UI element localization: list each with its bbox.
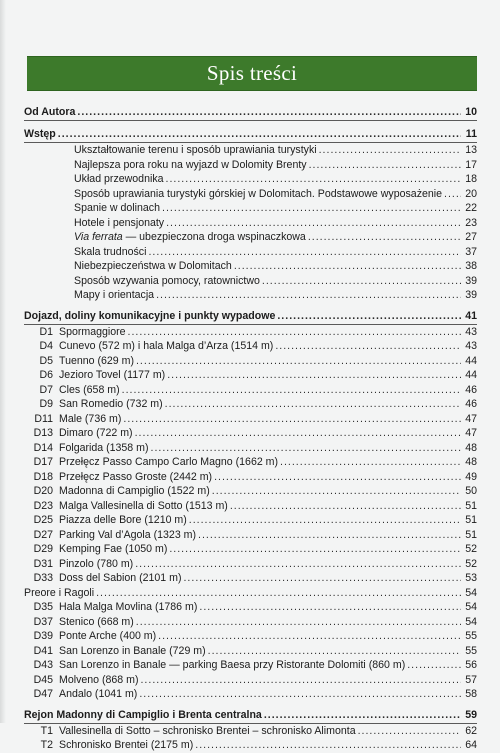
dot-leader	[140, 673, 461, 688]
dot-leader	[139, 687, 461, 702]
toc-section-row[interactable]	[24, 104, 477, 121]
page-edge-shadow	[0, 0, 6, 723]
toc-entry-code: D23	[33, 499, 53, 512]
toc-entry-title: San Lorenzo in Banale — parking Baesa przy Ristorante Dolomiti (860 m)	[59, 659, 406, 671]
toc-entry-title: Cunevo (572 m) i hala Malga d’Arza (1514 m)	[59, 340, 274, 352]
toc-entry-code: D5	[39, 354, 53, 367]
toc-page-number: 47	[465, 427, 477, 439]
toc-entry-code: D31	[33, 557, 53, 570]
toc-entry-row[interactable]	[24, 230, 477, 245]
toc-entry-row[interactable]	[24, 615, 477, 630]
toc-page-number: 46	[465, 383, 477, 396]
toc-entry-row[interactable]	[24, 201, 477, 216]
toc-entry-title: San Lorenzo in Banale (729 m)	[59, 644, 206, 657]
toc-page-number: 18	[465, 173, 477, 185]
dot-leader	[123, 412, 461, 427]
dot-leader	[234, 259, 461, 274]
toc-entry-title: Mapy i orientacja	[74, 289, 155, 301]
toc-entry-title: Najlepsza pora roku na wyjazd w Dolomity Brenty	[74, 158, 307, 171]
toc-entry-row[interactable]	[24, 354, 477, 369]
dot-leader	[308, 230, 461, 245]
toc-entry-row[interactable]	[24, 629, 477, 644]
toc-page-number: 53	[465, 572, 477, 584]
toc-page-number: 17	[465, 158, 477, 171]
toc-page-number: 11	[465, 128, 477, 140]
toc-entry-title: San Romedio (732 m)	[59, 398, 163, 410]
toc-entry-title: Andalo (1041 m)	[59, 688, 138, 700]
dot-leader	[135, 426, 461, 441]
toc-entry-code: T1	[40, 724, 53, 737]
toc-entry-code: D1	[39, 325, 53, 338]
dot-leader	[277, 308, 461, 324]
toc-entry-title: Niebezpieczeństwa w Dolomitach	[74, 260, 232, 272]
toc-entry-row[interactable]	[24, 738, 477, 753]
toc-entry-title: Vallesinella di Sotto – schronisko Brentei – schronisko Alimonta	[59, 724, 356, 737]
toc-entry-title: Madonna di Campiglio (1522 m)	[59, 485, 210, 497]
toc-page-number: 51	[465, 528, 477, 541]
toc-page-number: 55	[465, 630, 477, 642]
toc-page-number: 51	[465, 499, 477, 512]
toc-entry-row[interactable]	[24, 368, 477, 383]
toc-page-number: 10	[465, 106, 477, 118]
toc-page-number: 49	[465, 470, 477, 483]
toc-entry-code: D13	[33, 427, 53, 439]
toc-entry-row[interactable]	[24, 158, 477, 173]
toc-entry-code: D14	[33, 441, 53, 454]
toc-entry-title: Stenico (668 m)	[59, 615, 134, 628]
toc-entry-title: Dojazd, doliny komunikacyjne i punkty wypadowe	[24, 309, 276, 322]
toc-entry-title: Układ przewodnika	[74, 173, 164, 185]
toc-entry-row[interactable]	[24, 426, 477, 441]
toc-entry-title: Hotele i pensjonaty	[74, 216, 165, 229]
toc-entry-title: Rejon Madonny di Campiglio i Brenta centralna	[24, 708, 262, 721]
toc-page-number: 43	[465, 325, 477, 338]
toc-entry-code: D18	[33, 470, 53, 483]
toc-page-number: 46	[465, 398, 477, 410]
toc-entry-row[interactable]	[24, 143, 477, 158]
toc-page-number: 48	[465, 441, 477, 454]
toc-page-number: 23	[465, 216, 477, 229]
toc-section-row[interactable]	[24, 126, 477, 143]
toc-page-number: 62	[465, 724, 477, 737]
toc-entry-code: D33	[33, 572, 53, 584]
toc-entry-code: D29	[33, 543, 53, 555]
dot-leader	[169, 542, 461, 557]
toc-entry-code: D43	[33, 659, 53, 671]
toc-entry-row[interactable]	[24, 259, 477, 274]
dot-leader	[198, 528, 461, 543]
toc-page-number: 39	[465, 274, 477, 287]
toc-section-row[interactable]	[24, 308, 477, 325]
toc-entry-row[interactable]	[24, 673, 477, 688]
toc-section-row[interactable]	[24, 707, 477, 724]
dot-leader	[77, 104, 461, 120]
dot-leader	[444, 187, 461, 202]
toc-entry-row[interactable]	[24, 412, 477, 427]
toc-entry-row[interactable]	[24, 441, 477, 456]
toc-page-number: 52	[465, 557, 477, 570]
toc-entry-code: D39	[33, 630, 53, 642]
toc-page-number: 47	[465, 412, 477, 425]
dot-leader	[148, 245, 461, 260]
dot-leader	[167, 368, 461, 383]
dot-leader	[165, 397, 461, 412]
dot-leader	[264, 707, 461, 723]
toc-page-number: 56	[465, 659, 477, 671]
dot-leader	[166, 172, 461, 187]
toc-entry-row[interactable]	[24, 724, 477, 739]
dot-leader	[212, 484, 461, 499]
toc-entry-code: D9	[39, 398, 53, 410]
toc-page-number: 13	[465, 144, 477, 156]
dot-leader	[199, 600, 461, 615]
toc-page-number: 43	[465, 340, 477, 352]
dot-leader	[195, 738, 461, 753]
toc-page-number: 57	[465, 673, 477, 686]
toc-entry-code: D4	[39, 340, 53, 352]
toc-page-number: 48	[465, 456, 477, 468]
dot-leader	[122, 383, 461, 398]
toc-entry-title: Ponte Arche (400 m)	[59, 630, 157, 642]
toc-entry-row[interactable]	[24, 513, 477, 528]
toc-entry-title: Spanie w dolinach	[74, 202, 160, 214]
toc-entry-title: Sposób uprawiania turystyki górskiej w Dolomitach. Podstawowe wyposażenie	[74, 187, 443, 200]
toc-entry-code: D11	[34, 412, 53, 425]
toc-entry-row[interactable]	[24, 288, 477, 303]
toc-entry-title: Spormaggiore	[59, 325, 126, 338]
toc-entry-row[interactable]	[24, 187, 477, 202]
toc-entry-code: D7	[39, 383, 53, 396]
toc-entry-title: Tuenno (629 m)	[59, 354, 134, 367]
toc-page-number: 27	[465, 231, 477, 243]
toc-entry-code: D27	[33, 528, 53, 541]
toc-entry-row[interactable]	[24, 499, 477, 514]
toc-entry-title: Doss del Sabion (2101 m)	[59, 572, 182, 584]
dot-leader	[208, 644, 461, 659]
toc-page-number: 59	[465, 708, 477, 721]
toc-page-number: 54	[465, 615, 477, 628]
toc-entry-title: Parking Val d’Agola (1323 m)	[59, 528, 197, 541]
toc-page-number: 38	[465, 260, 477, 272]
toc-page-number: 20	[465, 187, 477, 200]
dot-leader	[128, 325, 461, 340]
toc-entry-row[interactable]	[24, 687, 477, 702]
toc-entry-row[interactable]	[24, 542, 477, 557]
toc-entry-code: D20	[33, 485, 53, 497]
toc-entry-title-rest: — ubezpieczona droga wspinaczkowa	[122, 231, 306, 243]
toc-entry-title: Schronisko Brentei (2175 m)	[59, 739, 194, 751]
toc-entry-title: Przełęcz Passo Campo Carlo Magno (1662 m)	[59, 456, 279, 468]
toc-entry-title: Od Autora	[24, 106, 76, 118]
dot-leader	[262, 274, 461, 289]
toc-entry-title: Skala trudności	[74, 245, 147, 258]
dot-leader	[136, 615, 461, 630]
dot-leader	[189, 513, 461, 528]
toc-entry-title-italic: Via ferrata	[74, 231, 123, 243]
toc-entry-title: Jezioro Tovel (1177 m)	[59, 369, 166, 381]
dot-leader	[166, 216, 461, 231]
toc-page-number: 64	[465, 739, 477, 751]
toc-entry-code: D41	[33, 644, 53, 657]
dot-leader	[58, 126, 461, 142]
toc-entry-title: Male (736 m)	[59, 412, 122, 425]
toc-page-number: 39	[465, 289, 477, 301]
toc-entry-code: D47	[33, 688, 53, 700]
toc-entry-row[interactable]	[24, 172, 477, 187]
toc-page-number: 54	[465, 586, 477, 599]
toc-entry-code: T2	[40, 739, 53, 751]
toc-page-number: 50	[465, 485, 477, 497]
toc-entry-title: Preore i Ragoli	[24, 586, 95, 599]
toc-entry-title: Wstęp	[24, 128, 56, 140]
toc-entry-row[interactable]	[24, 339, 477, 354]
dot-leader	[230, 499, 461, 514]
toc-entry-title: Sposób wzywania pomocy, ratownictwo	[74, 274, 260, 287]
dot-leader	[151, 441, 462, 456]
dot-leader	[280, 455, 461, 470]
toc-page-number: 37	[465, 245, 477, 258]
toc-entry-row[interactable]	[24, 325, 477, 340]
toc-entry-title: Ukształtowanie terenu i sposób uprawiania turystyki	[74, 144, 317, 156]
toc-entry-title: Przełęcz Passo Groste (2442 m)	[59, 470, 213, 483]
toc-entry-code: D45	[33, 673, 53, 686]
toc-entry-code: D25	[33, 514, 53, 526]
dot-leader	[135, 557, 461, 572]
dot-leader	[162, 201, 461, 216]
toc-entry-code: D6	[39, 369, 53, 381]
toc-entry-title: Piazza delle Bore (1210 m)	[59, 514, 187, 526]
toc-banner	[27, 56, 477, 91]
toc-entry-row[interactable]	[24, 470, 477, 485]
page-title: Spis treści	[206, 61, 298, 85]
toc-entry-row[interactable]	[24, 274, 477, 289]
toc-entry-row[interactable]	[24, 557, 477, 572]
toc-entry-title	[74, 230, 306, 245]
toc-page-number: 52	[465, 543, 477, 555]
toc-page-number: 41	[465, 309, 477, 322]
toc-page-number: 44	[465, 369, 477, 381]
toc-entry-row[interactable]	[24, 571, 477, 586]
dot-leader	[309, 158, 461, 173]
toc-entry-code: D17	[33, 456, 53, 468]
toc-entry-row[interactable]	[24, 455, 477, 470]
toc-entry-title: Malga Vallesinella di Sotto (1513 m)	[59, 499, 228, 512]
toc-entry-row[interactable]	[24, 397, 477, 412]
toc-page-number: 55	[465, 644, 477, 657]
toc-page-number: 58	[465, 688, 477, 700]
toc-entry-title: Pinzolo (780 m)	[59, 557, 134, 570]
toc-entry-title: Dimaro (722 m)	[59, 427, 133, 439]
toc-entry-title: Kemping Fae (1050 m)	[59, 543, 168, 555]
toc-entry-row[interactable]	[24, 600, 477, 615]
dot-leader	[275, 339, 461, 354]
toc-entry-row[interactable]	[24, 216, 477, 231]
dot-leader	[214, 470, 461, 485]
dot-leader	[358, 724, 461, 739]
toc-entry-row[interactable]	[24, 586, 477, 601]
toc-entry-title: Folgarida (1358 m)	[59, 441, 149, 454]
toc-page-number: 54	[465, 601, 477, 613]
toc-entry-code: D35	[33, 601, 53, 613]
toc-page-number: 22	[465, 202, 477, 214]
toc-entry-row[interactable]	[24, 245, 477, 260]
table-of-contents	[24, 104, 477, 753]
dot-leader	[96, 586, 461, 601]
toc-page-number: 44	[465, 354, 477, 367]
dot-leader	[136, 354, 461, 369]
toc-entry-row[interactable]	[24, 484, 477, 499]
dot-leader	[156, 288, 461, 303]
dot-leader	[319, 143, 461, 158]
toc-entry-row[interactable]	[24, 658, 477, 673]
toc-entry-title: Molveno (868 m)	[59, 673, 139, 686]
dot-leader	[183, 571, 461, 586]
toc-entry-title: Hala Malga Movlina (1786 m)	[59, 601, 198, 613]
toc-entry-row[interactable]	[24, 383, 477, 398]
toc-page-number: 51	[465, 514, 477, 526]
toc-entry-title: Cles (658 m)	[59, 383, 120, 396]
toc-entry-code: D37	[33, 615, 53, 628]
toc-entry-row[interactable]	[24, 644, 477, 659]
dot-leader	[158, 629, 461, 644]
toc-entry-row[interactable]	[24, 528, 477, 543]
dot-leader	[407, 658, 461, 673]
